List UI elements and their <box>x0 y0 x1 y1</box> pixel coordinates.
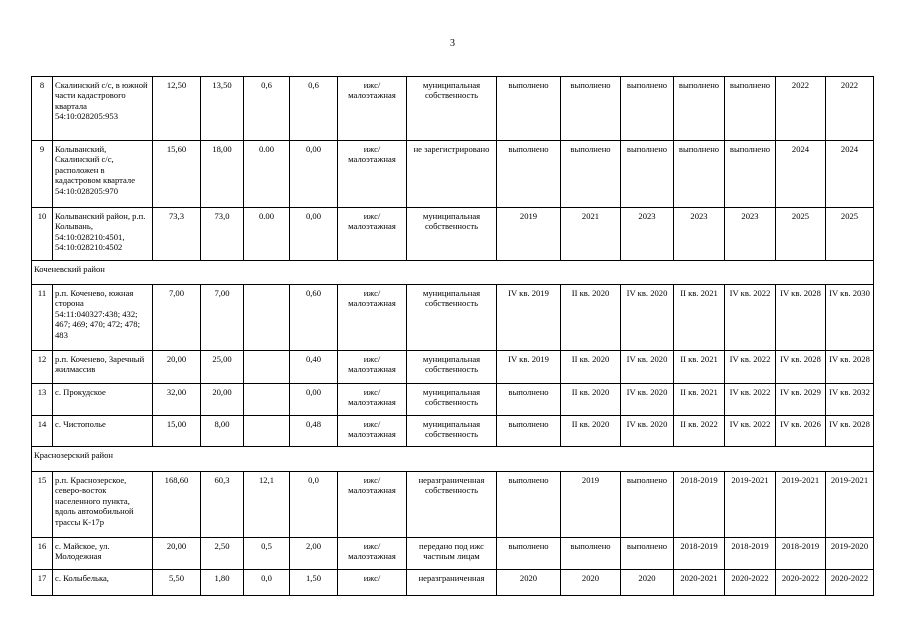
cell-row-number: 13 <box>32 384 53 416</box>
cell-stage-5: выполнено <box>725 141 776 208</box>
cell-stage-2: 2019 <box>561 472 621 538</box>
cell-development-type: ижс/ малоэтажная <box>338 285 407 351</box>
cell-row-number: 11 <box>32 285 53 351</box>
section-row <box>32 447 874 472</box>
cell-stage-3: выполнено <box>621 77 674 141</box>
cell-stage-1: 2019 <box>497 208 561 261</box>
cell-object-location: с. Майское, ул. Молодежная <box>53 538 153 570</box>
cell-stage-6: 2018-2019 <box>776 538 826 570</box>
table-row <box>32 538 874 570</box>
cell-area-value: 13,50 <box>201 77 244 141</box>
cell-area-value-3: 0,48 <box>290 416 338 447</box>
table-row <box>32 472 874 538</box>
cell-row-number: 16 <box>32 538 53 570</box>
cell-stage-4: II кв. 2022 <box>674 416 725 447</box>
cell-stage-6: 2025 <box>776 208 826 261</box>
table-row <box>32 141 874 208</box>
cell-area-value: 73,0 <box>201 208 244 261</box>
cell-stage-2: II кв. 2020 <box>561 416 621 447</box>
cell-stage-7: 2019-2020 <box>826 538 874 570</box>
cell-stage-4: 2023 <box>674 208 725 261</box>
cell-stage-6: 2024 <box>776 141 826 208</box>
cell-area-total: 168,60 <box>153 472 201 538</box>
cell-object-location: Колыванский район, р.п. Колывань, 54:10:028210:4501, 54:10:028210:4502 <box>53 208 153 261</box>
cell-development-type: ижс/ малоэтажная <box>338 77 407 141</box>
cell-stage-5: 2018-2019 <box>725 538 776 570</box>
cell-area-value-2: 0,0 <box>244 570 290 596</box>
cell-area-value-2: 0,5 <box>244 538 290 570</box>
cell-row-number: 15 <box>32 472 53 538</box>
cell-area-value-3: 2,00 <box>290 538 338 570</box>
cell-area-value-3: 0,00 <box>290 384 338 416</box>
cell-ownership: передано под ижс частным лицам <box>407 538 497 570</box>
section-row <box>32 261 874 285</box>
table-row <box>32 285 874 351</box>
table-row <box>32 384 874 416</box>
cell-ownership: муниципальная собственность <box>407 77 497 141</box>
cell-stage-5: 2019-2021 <box>725 472 776 538</box>
cell-stage-6: 2022 <box>776 77 826 141</box>
cell-area-value: 20,00 <box>201 384 244 416</box>
cell-stage-3: 2020 <box>621 570 674 596</box>
cell-stage-7: 2025 <box>826 208 874 261</box>
cell-area-total: 7,00 <box>153 285 201 351</box>
table-row <box>32 77 874 141</box>
cell-area-value-3: 0,60 <box>290 285 338 351</box>
cell-stage-1: выполнено <box>497 472 561 538</box>
cell-area-value: 2,50 <box>201 538 244 570</box>
cell-object-location: р.п. Коченево, южная сторона 54:11:040327:438; 432; 467; 469; 470; 472; 478; 483 <box>53 285 153 351</box>
cell-stage-3: выполнено <box>621 472 674 538</box>
cell-ownership: муниципальная собственность <box>407 208 497 261</box>
cell-stage-4: II кв. 2021 <box>674 351 725 384</box>
cell-area-total: 15,00 <box>153 416 201 447</box>
cell-area-total: 20,00 <box>153 538 201 570</box>
cell-area-value-2 <box>244 416 290 447</box>
cell-development-type: ижс/ <box>338 570 407 596</box>
cell-area-value: 60,3 <box>201 472 244 538</box>
cell-ownership: муниципальная собственность <box>407 285 497 351</box>
cell-stage-4: выполнено <box>674 141 725 208</box>
table-row <box>32 416 874 447</box>
cell-development-type: ижс/ малоэтажная <box>338 141 407 208</box>
cell-stage-5: 2023 <box>725 208 776 261</box>
cell-area-total: 12,50 <box>153 77 201 141</box>
cell-stage-4: 2020-2021 <box>674 570 725 596</box>
cell-stage-5: IV кв. 2022 <box>725 285 776 351</box>
cell-area-value-2: 0.00 <box>244 208 290 261</box>
cell-stage-1: выполнено <box>497 538 561 570</box>
cell-stage-3: IV кв. 2020 <box>621 384 674 416</box>
cell-area-value: 1,80 <box>201 570 244 596</box>
cell-stage-2: 2020 <box>561 570 621 596</box>
data-table <box>31 76 874 596</box>
cell-stage-2: выполнено <box>561 77 621 141</box>
table-row <box>32 351 874 384</box>
cell-ownership: муниципальная собственность <box>407 384 497 416</box>
cell-stage-4: 2018-2019 <box>674 472 725 538</box>
cell-object-location: с. Чистополье <box>53 416 153 447</box>
cell-area-value: 25,00 <box>201 351 244 384</box>
table-body <box>32 77 874 596</box>
cell-stage-4: 2018-2019 <box>674 538 725 570</box>
cell-stage-6: IV кв. 2029 <box>776 384 826 416</box>
cell-ownership: не зарегистрировано <box>407 141 497 208</box>
cell-stage-2: II кв. 2020 <box>561 351 621 384</box>
cell-area-value: 8,00 <box>201 416 244 447</box>
cell-area-total: 15,60 <box>153 141 201 208</box>
cell-area-value: 7,00 <box>201 285 244 351</box>
cell-stage-5: IV кв. 2022 <box>725 351 776 384</box>
cell-ownership: неразграниченная <box>407 570 497 596</box>
cell-stage-7: 2022 <box>826 77 874 141</box>
cell-area-value-3: 1,50 <box>290 570 338 596</box>
cell-row-number: 10 <box>32 208 53 261</box>
cell-stage-3: выполнено <box>621 141 674 208</box>
cell-stage-2: выполнено <box>561 538 621 570</box>
cell-stage-2: 2021 <box>561 208 621 261</box>
cell-stage-3: IV кв. 2020 <box>621 285 674 351</box>
cell-stage-6: IV кв. 2028 <box>776 285 826 351</box>
cell-object-location: с. Прокудское <box>53 384 153 416</box>
cell-stage-1: выполнено <box>497 141 561 208</box>
cell-stage-1: 2020 <box>497 570 561 596</box>
cell-stage-4: выполнено <box>674 77 725 141</box>
cell-area-total: 20,00 <box>153 351 201 384</box>
cell-stage-7: IV кв. 2028 <box>826 416 874 447</box>
cell-stage-3: выполнено <box>621 538 674 570</box>
table-row <box>32 570 874 596</box>
cell-stage-1: IV кв. 2019 <box>497 351 561 384</box>
cell-object-location: с. Колыбелька, <box>53 570 153 596</box>
cell-row-number: 12 <box>32 351 53 384</box>
cell-stage-1: выполнено <box>497 416 561 447</box>
cell-ownership: муниципальная собственность <box>407 351 497 384</box>
cell-area-total: 73,3 <box>153 208 201 261</box>
cell-stage-1: выполнено <box>497 77 561 141</box>
cell-stage-2: II кв. 2020 <box>561 285 621 351</box>
cell-ownership: муниципальная собственность <box>407 416 497 447</box>
cell-area-value-3: 0,00 <box>290 141 338 208</box>
cell-stage-7: IV кв. 2030 <box>826 285 874 351</box>
cell-stage-4: II кв. 2021 <box>674 285 725 351</box>
cell-stage-7: 2024 <box>826 141 874 208</box>
cell-stage-6: 2019-2021 <box>776 472 826 538</box>
cell-area-total: 5,50 <box>153 570 201 596</box>
cell-area-value-2: 0,6 <box>244 77 290 141</box>
cell-row-number: 8 <box>32 77 53 141</box>
cell-stage-7: 2019-2021 <box>826 472 874 538</box>
cell-development-type: ижс/ малоэтажная <box>338 416 407 447</box>
cell-row-number: 9 <box>32 141 53 208</box>
cell-area-value-2: 0.00 <box>244 141 290 208</box>
cell-area-value-3: 0,0 <box>290 472 338 538</box>
cell-area-value-2 <box>244 285 290 351</box>
cell-development-type: ижс/ малоэтажная <box>338 472 407 538</box>
cell-stage-5: 2020-2022 <box>725 570 776 596</box>
cell-stage-7: IV кв. 2032 <box>826 384 874 416</box>
section-title: Коченевский район <box>32 261 874 285</box>
cell-stage-3: 2023 <box>621 208 674 261</box>
cell-area-value-2 <box>244 384 290 416</box>
cell-stage-5: IV кв. 2022 <box>725 416 776 447</box>
cell-row-number: 17 <box>32 570 53 596</box>
cell-stage-2: II кв. 2020 <box>561 384 621 416</box>
cell-area-value-3: 0,6 <box>290 77 338 141</box>
cell-development-type: ижс/ малоэтажная <box>338 384 407 416</box>
cell-row-number: 14 <box>32 416 53 447</box>
cell-object-location: Скалинский с/с, в южной части кадастрового квартала 54:10:028205:953 <box>53 77 153 141</box>
page-number: 3 <box>450 38 455 49</box>
cell-object-location: р.п. Коченево, Заречный жилмассив <box>53 351 153 384</box>
cell-area-value: 18,00 <box>201 141 244 208</box>
cell-stage-6: IV кв. 2028 <box>776 351 826 384</box>
cell-stage-7: IV кв. 2028 <box>826 351 874 384</box>
cell-area-value-2: 12,1 <box>244 472 290 538</box>
section-title: Краснозерский район <box>32 447 874 472</box>
cell-stage-5: IV кв. 2022 <box>725 384 776 416</box>
cell-area-value-3: 0,40 <box>290 351 338 384</box>
cell-object-location: р.п. Краснозерское, северо-восток населенного пункта, вдоль автомобильной трассы К-17р <box>53 472 153 538</box>
cell-development-type: ижс/ малоэтажная <box>338 538 407 570</box>
table-row <box>32 208 874 261</box>
cell-stage-7: 2020-2022 <box>826 570 874 596</box>
cell-stage-6: 2020-2022 <box>776 570 826 596</box>
cell-stage-3: IV кв. 2020 <box>621 416 674 447</box>
cell-stage-2: выполнено <box>561 141 621 208</box>
cell-ownership: неразграниченная собственность <box>407 472 497 538</box>
cell-development-type: ижс/ малоэтажная <box>338 351 407 384</box>
cell-stage-6: IV кв. 2026 <box>776 416 826 447</box>
cell-stage-4: II кв. 2021 <box>674 384 725 416</box>
cell-area-value-2 <box>244 351 290 384</box>
cell-stage-5: выполнено <box>725 77 776 141</box>
cell-stage-1: IV кв. 2019 <box>497 285 561 351</box>
cell-area-value-3: 0,00 <box>290 208 338 261</box>
cell-object-location: Колыванский, Скалинский с/с, расположен в кадастровом квартале 54:10:028205:970 <box>53 141 153 208</box>
cell-stage-1: выполнено <box>497 384 561 416</box>
cell-development-type: ижс/ малоэтажная <box>338 208 407 261</box>
cell-area-total: 32,00 <box>153 384 201 416</box>
cell-stage-3: IV кв. 2020 <box>621 351 674 384</box>
